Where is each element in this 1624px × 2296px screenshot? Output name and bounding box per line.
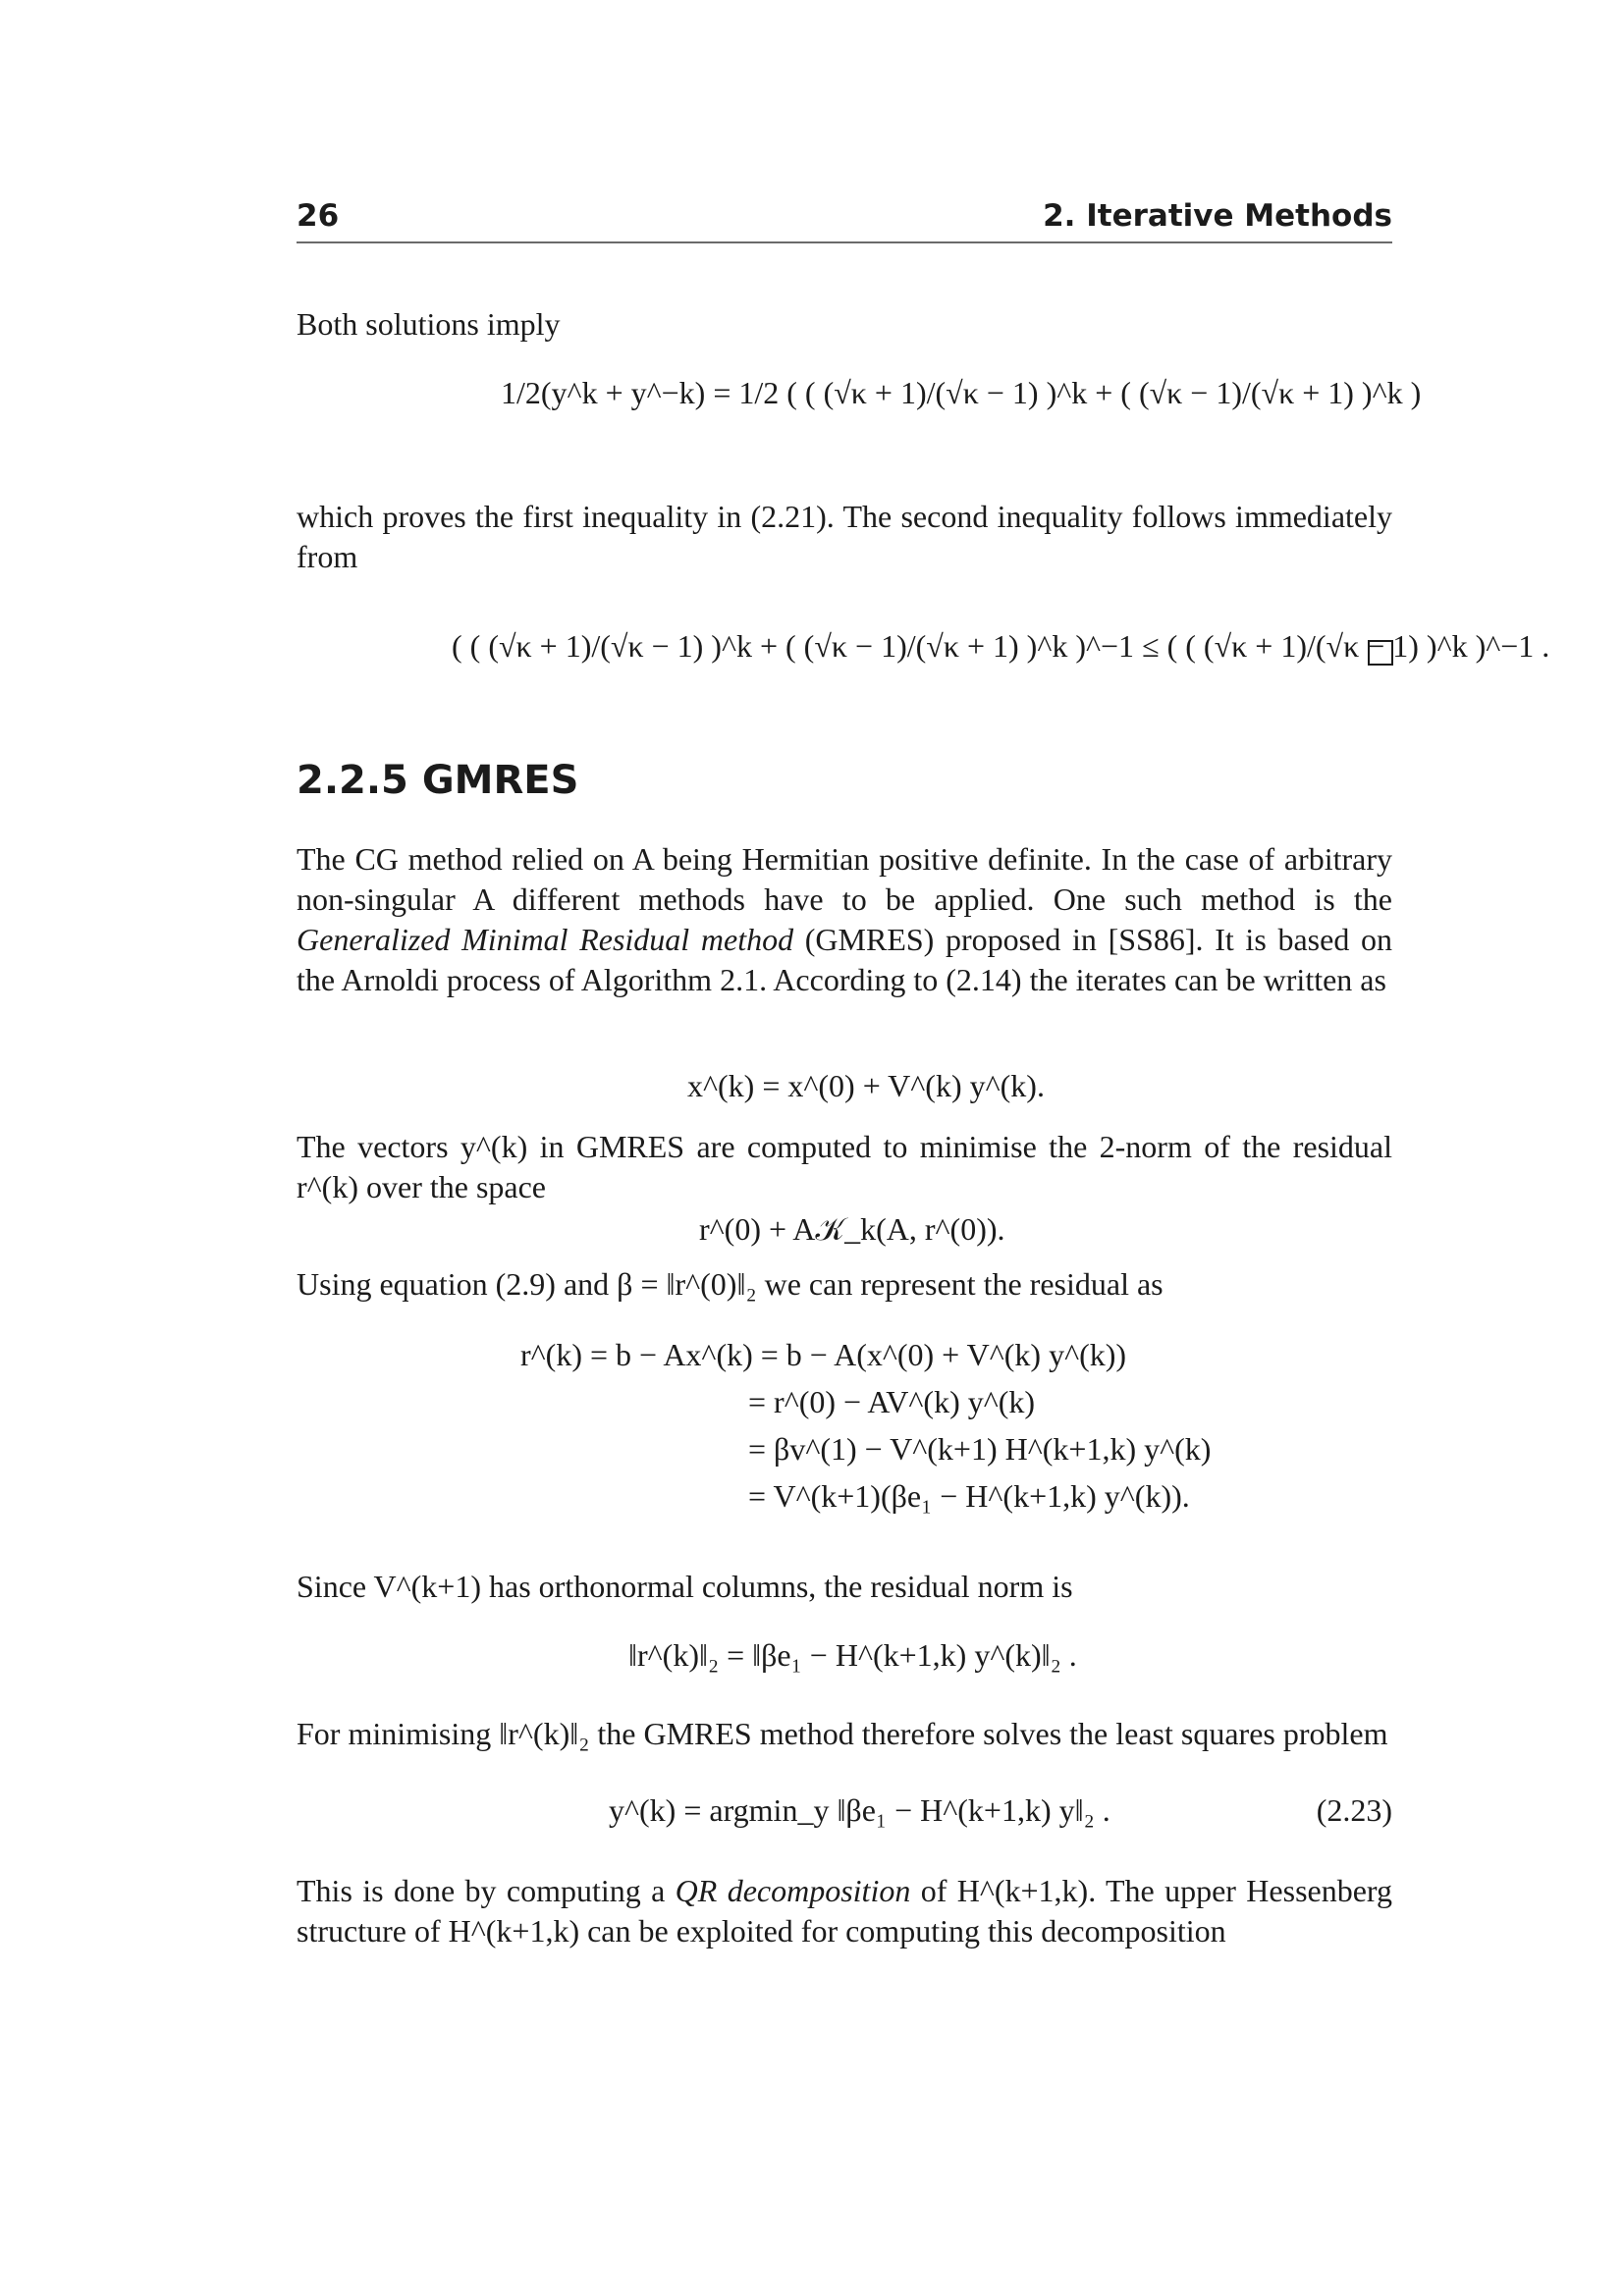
paragraph-gmres-intro [297,839,1392,1000]
paragraph-orthonormal: Since V^(k+1) has orthonormal columns, the residual norm is [297,1569,1073,1604]
page-number: 26 [297,198,340,234]
paragraph-least-squares: For minimising ‖r^(k)‖₂ the GMRES method therefore solves the least squares problem [297,1716,1388,1751]
equation-argmin: y^(k) = argmin_y ‖βe₁ − H^(k+1,k) y‖₂ . [609,1792,1110,1828]
paragraph-intro: Both solutions imply [297,306,561,342]
equation-space: r^(0) + A𝒦_k(A, r^(0)). [699,1211,1005,1247]
equation-iterates: x^(k) = x^(0) + V^(k) y^(k). [687,1068,1045,1103]
gmres-emphasis: Generalized Minimal Residual method [297,922,794,957]
equation-identity: 1/2(y^k + y^−k) = 1/2 ( ( (√κ + 1)/(√κ − 1) )^k + ( (√κ − 1)/(√κ + 1) )^k ) [501,375,1422,410]
qr-emphasis: QR decomposition [675,1873,911,1908]
paragraph-proof: which proves the first inequality in (2.21). The second inequality follows immediately from [297,499,1392,574]
running-header [297,198,1392,243]
paragraph-residual: Using equation (2.9) and β = ‖r^(0)‖₂ we can represent the residual as [297,1266,1164,1302]
equation-residual-line-1: r^(k) = b − Ax^(k) = b − A(x^(0) + V^(k) y^(k)) [520,1337,1127,1372]
paragraph-qr [297,1871,1392,1951]
equation-residual-norm: ‖r^(k)‖₂ = ‖βe₁ − H^(k+1,k) y^(k)‖₂ . [628,1637,1077,1673]
paragraph-gmres-intro-text-2: (GMRES) proposed in [SS86]. It is based on the Arnoldi process of Algorithm 2.1. According to (2.14) the iterates can be written as [297,922,1393,997]
paragraph-qr-text-2: of H^(k+1,k). The upper Hessenberg structure of H^(k+1,k) can be exploited for computing this decomposition [297,1873,1392,1949]
paragraph-vectors: The vectors y^(k) in GMRES are computed to minimise the 2-norm of the residual r^(k) over the space [297,1129,1392,1204]
paragraph-qr-text-1: This is done by computing a [297,1873,676,1908]
equation-inequality: ( ( (√κ + 1)/(√κ − 1) )^k + ( (√κ − 1)/(√κ + 1) )^k )^−1 ≤ ( ( (√κ + 1)/(√κ − 1) )^k )^−1 . [452,628,1550,664]
equation-residual-line-2: = r^(0) − AV^(k) y^(k) [748,1384,1036,1419]
equation-residual-line-4: = V^(k+1)(βe₁ − H^(k+1,k) y^(k)). [748,1478,1190,1514]
chapter-title: 2. Iterative Methods [1043,198,1392,234]
section-heading: 2.2.5 GMRES [297,758,579,803]
qed-square [1368,640,1393,666]
equation-number: (2.23) [1316,1792,1392,1828]
equation-residual-line-3: = βv^(1) − V^(k+1) H^(k+1,k) y^(k) [748,1431,1212,1467]
paragraph-gmres-intro-text-1: The CG method relied on A being Hermitian positive definite. In the case of arbitrary non-singular A different methods have to be applied. One such method is the [297,841,1392,917]
